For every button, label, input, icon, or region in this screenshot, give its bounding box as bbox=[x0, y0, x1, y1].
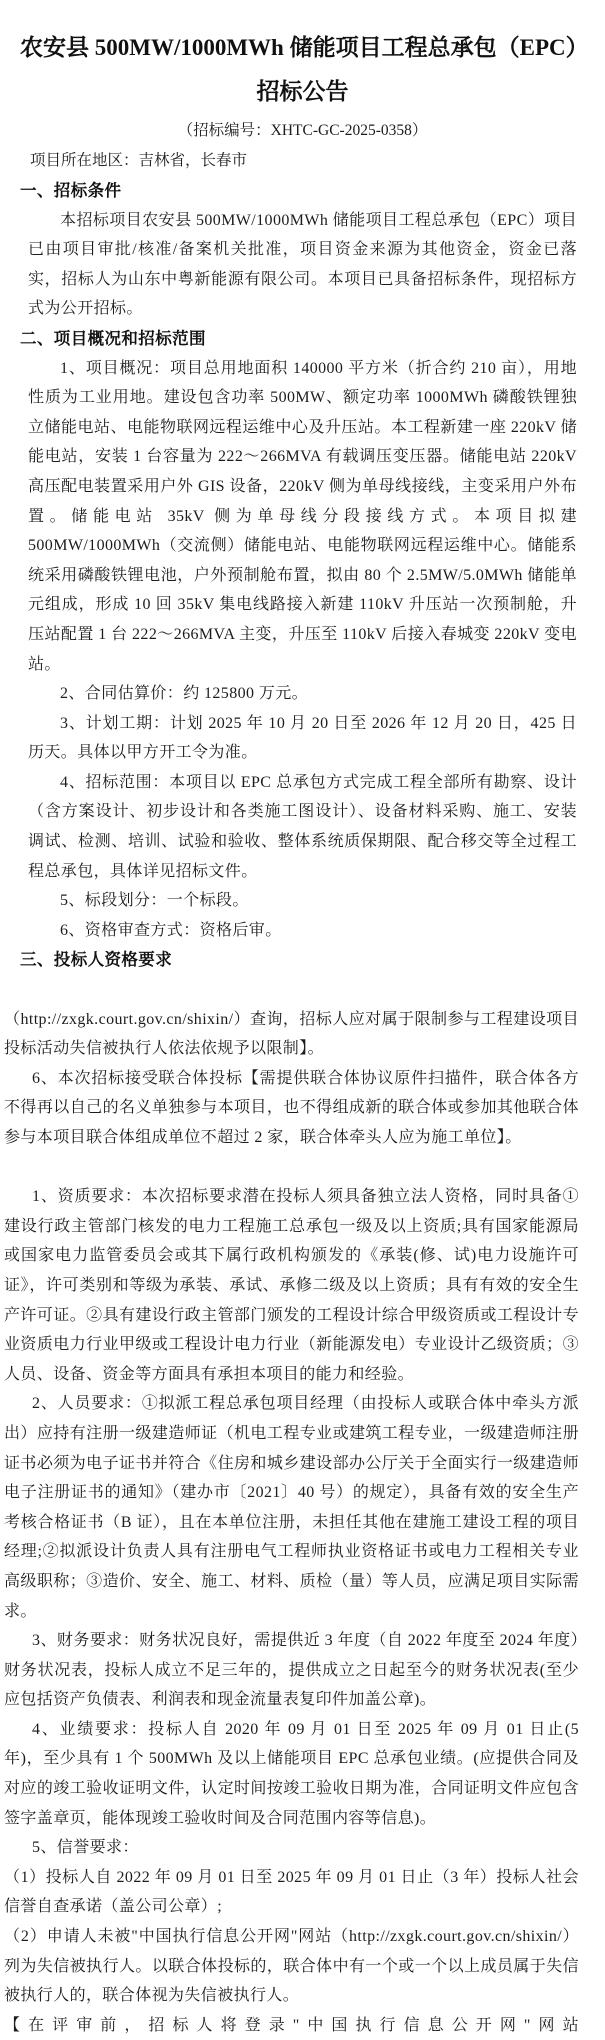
paragraph-lot-division: 5、标段划分：一个标段。 bbox=[60, 892, 249, 910]
paragraph-qualification-review-method: 6、资格审查方式：资格后审。 bbox=[60, 921, 282, 939]
paragraph-project-overview: 1、项目概况：项目总用地面积 140000 平方米（折合约 210 亩），用地性质为工业用地。建设包含功率 500MW、额定功率 1000MWh 磷酸铁锂独立储能电站、电能物联网远程运维中心及升压站。本工程新建一座 220kV 储能电站，安装 1 台容量为 222～266MVA 有载调压变压器。储能电站 220kV 高压配电装置采用户外 GIS 设备，220kV 侧为单母线接线，主变采用户外布置。储能电站 35kV 侧为单母线分段接线方式。本项目拟建 500MW/1000MWh（交流侧）储能电站、电能物联网远程运维中心。储能系统采用磷酸铁锂电池，户外预制舱布置，拟由 80 个 2.5MW/5.0MWh 储能单元组成，形成 10 回 35kV 集电线路接入新建 110kV 升压站一次预制舱，升压站配置 1 台 222～266MVA 主变，升压至 110kV 后接入春城变 220kV 变电站。 bbox=[28, 359, 577, 673]
paragraph-financial-requirements: 3、财务要求：财务状况良好，需提供近 3 年度（自 2022 年度至 2024 年度）财务状况表，投标人成立不足三年的，提供成立之日起至今的财务状况表(至少应包括资产负债表、利润表和现金流量表复印件加盖公章)。 bbox=[4, 1632, 579, 1709]
blank-line bbox=[0, 975, 605, 1005]
paragraph-qualification-requirements: 1、资质要求：本次招标要求潜在投标人须具备独立法人资格，同时具备①建设行政主管部门核发的电力工程施工总承包一级及以上资质;具有国家能源局或国家电力监管委员会或其下属行政机构颁发的《承装(修、试)电力设施许可证》，许可类别和等级为承装、承试、承修二级及以上资质；具有有效的安全生产许可证。②具有建设行政主管部门颁发的工程设计综合甲级资质或工程设计专业资质电力行业甲级或工程设计电力行业（新能源发电）专业设计乙级资质；③人员、设备、资金等方面具有承担本项目的能力和经验。 bbox=[4, 1188, 579, 1383]
paragraph-reputation-item-2: （2）申请人未被"中国执行信息公开网"网站（http://zxgk.court.gov.cn/shixin/）列为失信被执行人。以联合体投标的，联合体中有一个或一个以上成员属于失信被执行人的，联合体视为失信被执行人。 bbox=[4, 1928, 579, 2005]
paragraph-reputation-requirements: 5、信誉要求： bbox=[32, 1839, 139, 1857]
paragraph-dishonest-executee-restriction: （http://zxgk.court.gov.cn/shixin/）查询，招标人应对属于限制参与工程建设项目投标活动失信被执行人依法依规予以限制】。 bbox=[4, 1010, 579, 1058]
paragraph-tender-scope: 4、招标范围：本项目以 EPC 总承包方式完成工程全部所有勘察、设计（含方案设计、初步设计和各类施工图设计）、设备材料采购、施工、安装调试、检测、培训、试验和验收、整体系统质保期限、配合移交等全过程工程总承包，具体详见招标文件。 bbox=[28, 773, 577, 880]
paragraph-planned-schedule: 3、计划工期：计划 2025 年 10 月 20 日至 2026 年 12 月 20 日，425 日历天。具体以甲方开工令为准。 bbox=[28, 714, 577, 762]
paragraph-contract-estimate: 2、合同估算价：约 125800 万元。 bbox=[60, 685, 309, 703]
paragraph-pre-review-note: 【在评审前，招标人将登录"中国执行信息公开网"网站 bbox=[4, 2016, 579, 2034]
section-heading-1: 一、招标条件 bbox=[20, 181, 122, 200]
paragraph-reputation-item-1: （1）投标人自 2022 年 09 月 01 日至 2025 年 09 月 01 日止（3 年）投标人社会信誉自查承诺（盖公司公章）; bbox=[4, 1868, 579, 1916]
paragraph-personnel-requirements: 2、人员要求：①拟派工程总承包项目经理（由投标人或联合体中牵头方派出）应持有注册一级建造师证（机电工程专业或建筑工程专业，一级建造师注册证书必须为电子证书并符合《住房和城乡建设部办公厅关于全面实行一级建造师电子注册证书的通知》（建办市〔2021〕40 号）的规定），具备有效的安全生产考核合格证书（B 证），且在本单位注册，未担任其他在建施工建设工程的项目经理;②拟派设计负责人具有注册电气工程师执业资格证书或电力工程相关专业高级职称；③造价、安全、施工、材料、质检（量）等人员，应满足项目实际需求。 bbox=[4, 1395, 579, 1620]
paragraph-tender-conditions: 本招标项目农安县 500MW/1000MWh 储能项目工程总承包（EPC）项目已由项目审批/核准/备案机关批准，项目资金来源为其他资金，资金已落实，招标人为山东中粤新能源有限公司。本项目已具备招标条件，现招标方式为公开招标。 bbox=[28, 211, 577, 318]
paragraph-consortium-bidding: 6、本次招标接受联合体投标【需提供联合体协议原件扫描件，联合体各方不得再以自己的名义单独参与本项目，也不得组成新的联合体或参加其他联合体参与本项目联合体组成单位不超过 2 家，联合体牵头人应为施工单位】。 bbox=[4, 1069, 579, 1146]
project-location: 项目所在地区：吉林省，长春市 bbox=[30, 152, 248, 169]
section-heading-3: 三、投标人资格要求 bbox=[20, 950, 173, 970]
page-title-line1: 农安县 500MW/1000MWh 储能项目工程总承包（EPC） bbox=[20, 35, 589, 60]
tender-number: （招标编号：XHTC-GC-2025-0358） bbox=[177, 122, 428, 139]
blank-line bbox=[0, 1153, 605, 1183]
section-heading-2: 二、项目概况和招标范围 bbox=[20, 328, 206, 348]
page-title-line2: 招标公告 bbox=[256, 79, 349, 104]
paragraph-performance-requirements: 4、业绩要求：投标人自 2020 年 09 月 01 日至 2025 年 09 月 01 日止(5 年)，至少具有 1 个 500MWh 及以上储能项目 EPC 总承包业绩。(应提供合同及对应的竣工验收证明文件，认定时间按竣工验收日期为准，合同证明文件应包含签字盖章页，能体现竣工验收时间及合同范围内容等信息)。 bbox=[4, 1720, 579, 1827]
